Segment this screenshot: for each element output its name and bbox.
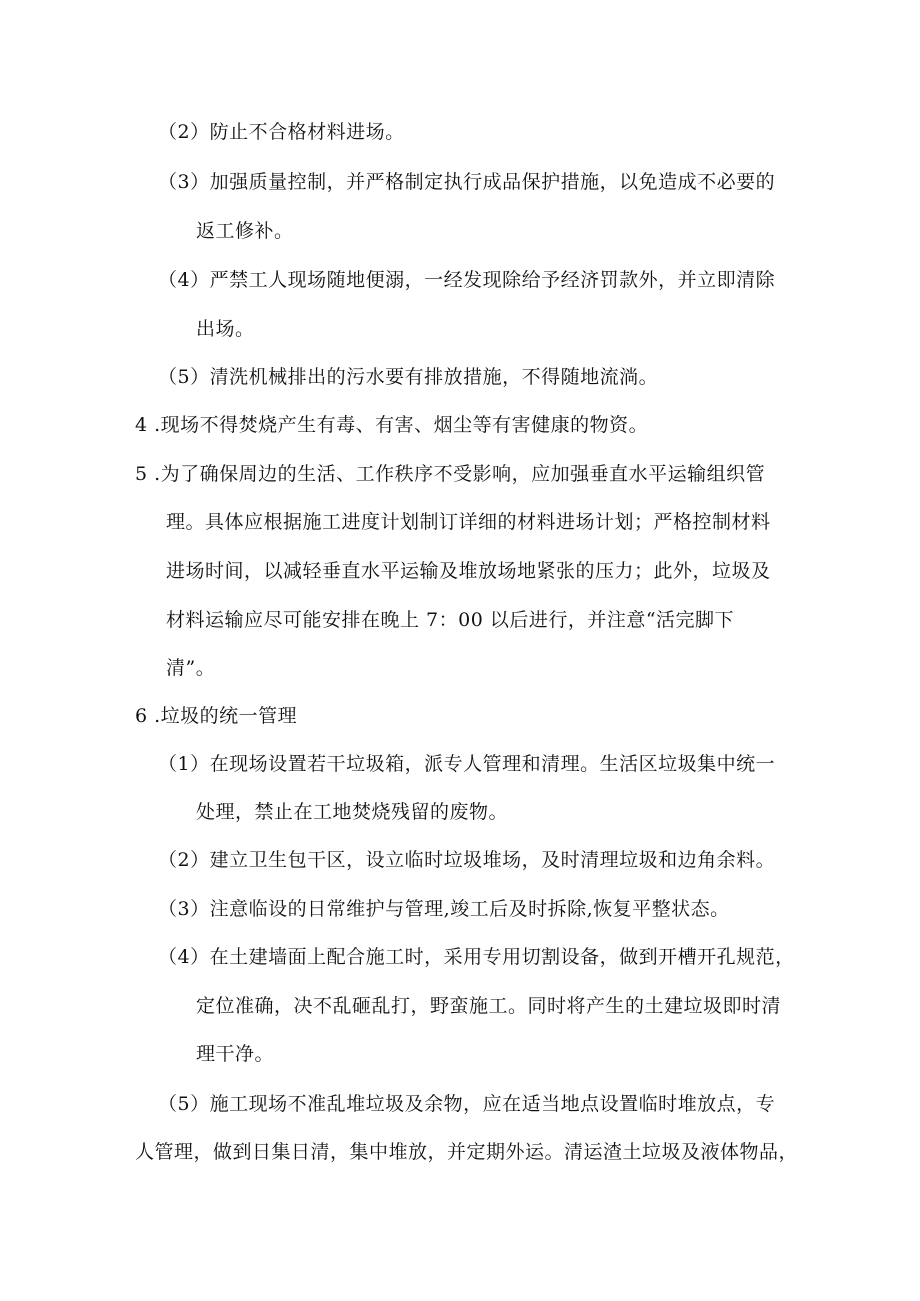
text-line: （3）注意临设的日常维护与管理,竣工后及时拆除,恢复平整状态。 — [158, 898, 730, 920]
text-line: 理。具体应根据施工进度计划制订详细的材料进场计划；严格控制材料 — [166, 511, 771, 533]
text-line: 4 .现场不得焚烧产生有毒、有害、烟尘等有害健康的物资。 — [135, 414, 649, 436]
text-line: （3）加强质量控制，并严格制定执行成品保护措施，以免造成不必要的 — [158, 171, 776, 193]
text-line: 出场。 — [196, 318, 255, 340]
text-line: （2）建立卫生包干区，设立临时垃圾堆场，及时清理垃圾和边角余料。 — [158, 849, 776, 871]
text-line: 返工修补。 — [196, 220, 294, 242]
text-line: 材料运输应尽可能安排在晚上 7：00 以后进行，并注意“活完脚下 — [166, 609, 735, 631]
text-line: 进场时间，以减轻垂直水平运输及堆放场地紧张的压力；此外，垃圾及 — [166, 560, 771, 582]
text-line: （1）在现场设置若干垃圾箱，派专人管理和清理。生活区垃圾集中统一 — [158, 753, 776, 775]
text-line: 人管理，做到日集日清，集中堆放，并定期外运。清运渣土垃圾及液体物品， — [135, 1141, 799, 1163]
text-line: （5）施工现场不准乱堆垃圾及余物，应在适当地点设置临时堆放点，专 — [158, 1093, 776, 1115]
text-line: （4）在土建墙面上配合施工时，采用专用切割设备，做到开槽开孔规范， — [158, 946, 795, 968]
text-line: 处理，禁止在工地焚烧残留的废物。 — [196, 801, 509, 823]
text-line: 5 .为了确保周边的生活、工作秩序不受影响，应加强垂直水平运输组织管 — [135, 463, 766, 485]
text-line: 定位准确，决不乱砸乱打，野蛮施工。同时将产生的土建垃圾即时清 — [196, 995, 782, 1017]
text-line: （4）严禁工人现场随地便溺，一经发现除给予经济罚款外，并立即清除 — [158, 269, 776, 291]
text-line: （2）防止不合格材料进场。 — [158, 121, 405, 143]
text-line: （5）清洗机械排出的污水要有排放措施，不得随地流淌。 — [158, 366, 659, 388]
text-line: 清”。 — [166, 657, 216, 679]
text-line: 理干净。 — [196, 1043, 275, 1065]
text-line: 6 .垃圾的统一管理 — [135, 705, 298, 727]
